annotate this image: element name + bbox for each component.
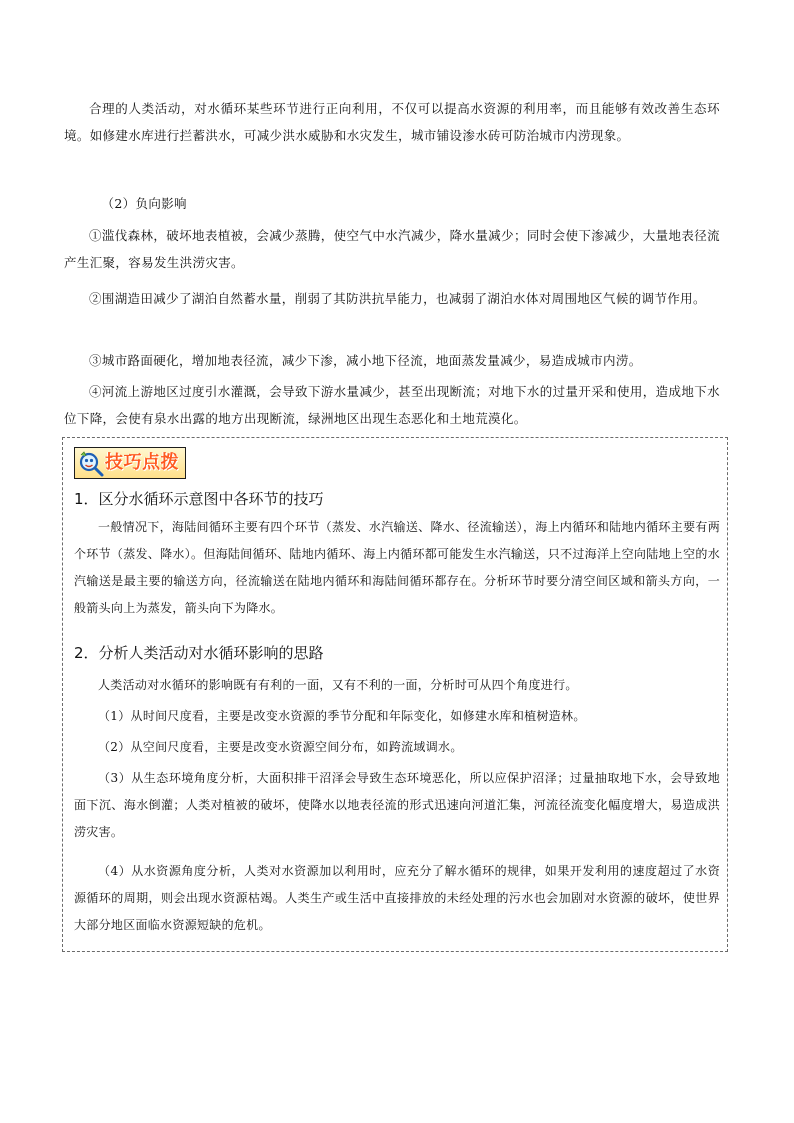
magnifier-mascot-icon <box>78 450 106 478</box>
tips-paragraph-space-scale: （2）从空间尺度看，主要是改变水资源空间分布，如跨流域调水。 <box>98 740 463 754</box>
tips-paragraph-water-resources: （4）从水资源角度分析，人类对水资源加以利用时，应充分了解水循环的规律，如果开发利用的速度超过了水资源循环的周期，则会出现水资源枯竭。人类生产或生活中直接排放的未经处理的污水也会加剧对水资源的破坏，使世界大部分地区面临水资源短缺的危机。 <box>74 864 720 932</box>
tips-paragraph-intro: 人类活动对水循环的影响既有有利的一面，又有不利的一面，分析时可从四个角度进行。 <box>98 678 578 692</box>
tips-paragraph-cycle-links: 一般情况下，海陆间循环主要有四个环节（蒸发、水汽输送、降水、径流输送），海上内循环和陆地内循环主要有两个环节（蒸发、降水）。但海陆间循环、陆地内循环、海上内循环都可能发生水汽输送，只不过海洋上空向陆地上空的水汽输送是最主要的输送方向，径流输送在陆地内循环和海陆间循环都存在。分析环节时要分清空间区域和箭头方向，一般箭头向上为蒸发，箭头向下为降水。 <box>74 520 720 615</box>
tips-heading-2: 2．分析人类活动对水循环影响的思路 <box>74 644 324 662</box>
tips-paragraph-time-scale: （1）从时间尺度看，主要是改变水资源的季节分配和年际变化，如修建水库和植树造林。 <box>98 709 586 723</box>
paragraph-positive-use: 合理的人类活动，对水循环某些环节进行正向利用，不仅可以提高水资源的利用率，而且能够有效改善生态环境。如修建水库进行拦蓄洪水，可减少洪水威胁和水灾发生，城市铺设渗水砖可防治城市内涝现象。 <box>64 101 720 143</box>
paragraph-urban-hardening: ③城市路面硬化，增加地表径流，减少下渗，减小地下径流，地面蒸发量减少，易造成城市内涝。 <box>89 353 642 368</box>
tips-paragraph-ecology: （3）从生态环境角度分析，大面积排干沼泽会导致生态环境恶化，所以应保护沼泽；过量抽取地下水，会导致地面下沉、海水倒灌；人类对植被的破坏，使降水以地表径流的形式迅速向河道汇集，河流径流变化幅度增大，易造成洪涝灾害。 <box>74 771 720 839</box>
tips-badge <box>74 447 186 479</box>
tips-badge-label: 技巧点拨 <box>105 452 179 473</box>
tips-heading-1: 1．区分水循环示意图中各环节的技巧 <box>74 490 324 508</box>
paragraph-lake-reclamation: ②围湖造田减少了湖泊自然蓄水量，削弱了其防洪抗旱能力，也减弱了湖泊水体对周围地区气候的调节作用。 <box>89 291 706 306</box>
paragraph-upstream-irrigation: ④河流上游地区过度引水灌溉，会导致下游水量减少，甚至出现断流；对地下水的过量开采和使用，造成地下水位下降，会使有泉水出露的地方出现断流，绿洲地区出现生态恶化和土地荒漠化。 <box>64 384 720 426</box>
paragraph-deforestation: ①滥伐森林，破坏地表植被，会减少蒸腾，使空气中水汽减少，降水量减少；同时会使下渗减少，大量地表径流产生汇聚，容易发生洪涝灾害。 <box>64 228 720 270</box>
subheading-negative-impact: （2）负向影响 <box>101 196 187 211</box>
